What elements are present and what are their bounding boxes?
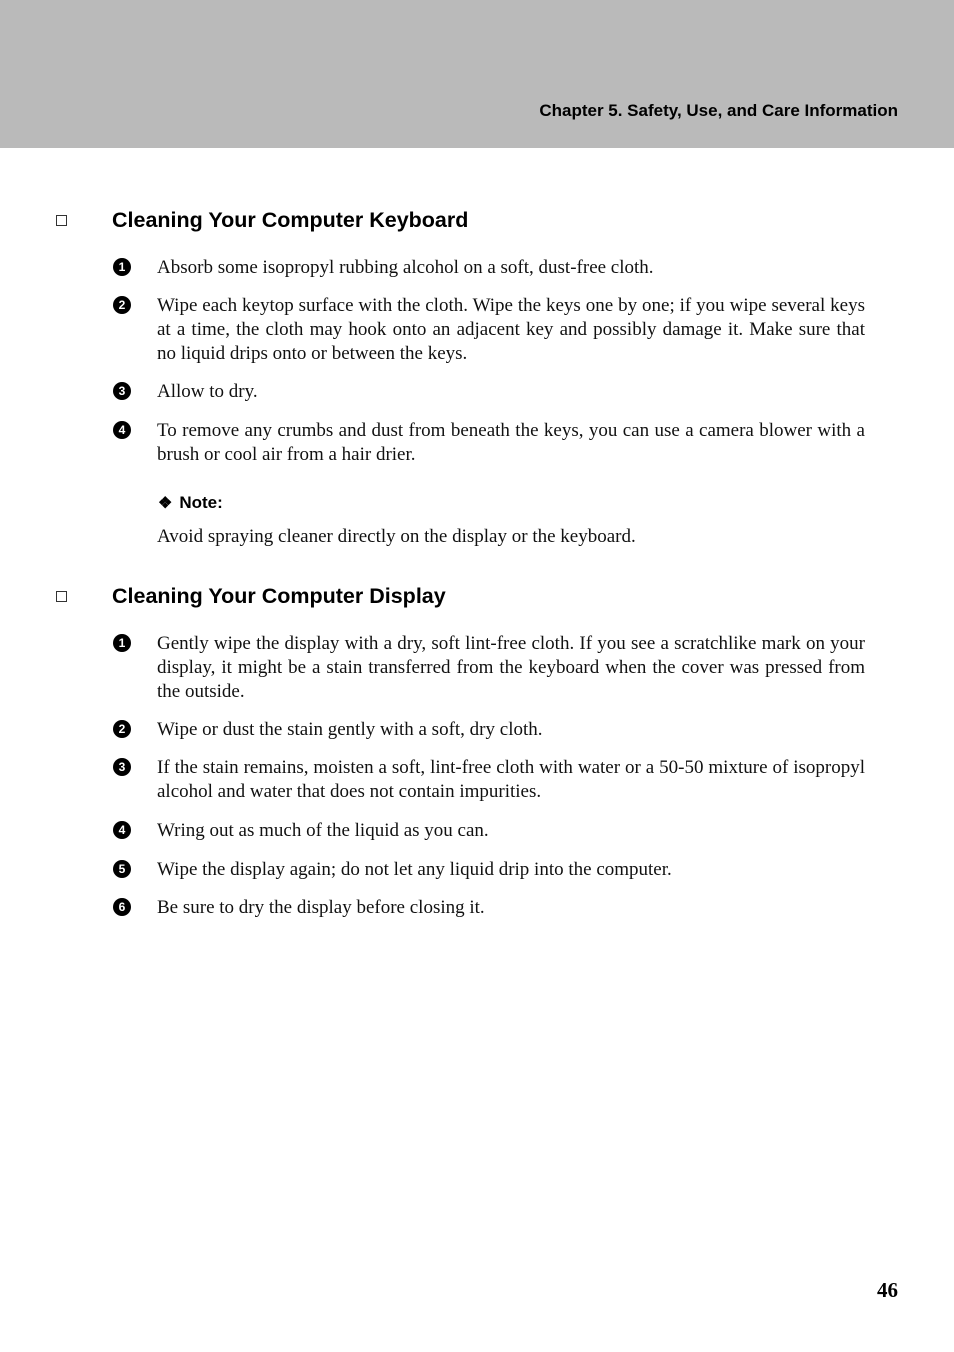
section-title: Cleaning Your Computer Display	[112, 584, 446, 608]
step-text: Allow to dry.	[157, 381, 258, 402]
step-text: Wipe each keytop surface with the cloth. Wipe the keys one by one; if you wipe several keys at a time, the cloth may hook onto an adjacent key and possibly damage it. Make sure that no liquid drips onto or between the keys.	[157, 295, 865, 365]
step-number-icon: 3	[113, 758, 131, 776]
step-text: If the stain remains, moisten a soft, lint-free cloth with water or a 50-50 mixture of isopropyl alcohol and water that does not contain impurities.	[157, 757, 865, 803]
step-text: Gently wipe the display with a dry, soft lint-free cloth. If you see a scratchlike mark on your display, it might be a stain transferred from the keyboard when the cover was pressed from the outside.	[157, 633, 865, 703]
step-number-icon: 2	[113, 296, 131, 314]
step-text: Be sure to dry the display before closing it.	[157, 897, 485, 918]
display-section-heading	[0, 584, 954, 614]
note-label	[158, 493, 223, 513]
header-band	[0, 0, 954, 148]
section-title: Cleaning Your Computer Keyboard	[112, 208, 469, 232]
chapter-title: Chapter 5. Safety, Use, and Care Information	[539, 101, 898, 120]
step-number-icon: 1	[113, 258, 131, 276]
step-text: To remove any crumbs and dust from beneath the keys, you can use a camera blower with a brush or cool air from a hair drier.	[157, 420, 865, 466]
step-number-icon: 3	[113, 382, 131, 400]
square-bullet-icon	[56, 215, 67, 226]
step-text: Absorb some isopropyl rubbing alcohol on a soft, dust-free cloth.	[157, 257, 654, 278]
note-text: Avoid spraying cleaner directly on the display or the keyboard.	[157, 526, 636, 547]
step-number-icon: 4	[113, 821, 131, 839]
keyboard-section-heading	[0, 208, 954, 238]
step-text: Wring out as much of the liquid as you can.	[157, 820, 489, 841]
step-number-icon: 2	[113, 720, 131, 738]
step-text: Wipe the display again; do not let any liquid drip into the computer.	[157, 859, 672, 880]
note-label-text: Note:	[179, 493, 223, 512]
step-number-icon: 6	[113, 898, 131, 916]
step-number-icon: 4	[113, 421, 131, 439]
page-number: 46	[877, 1278, 898, 1302]
step-text: Wipe or dust the stain gently with a soft, dry cloth.	[157, 719, 543, 740]
square-bullet-icon	[56, 591, 67, 602]
step-number-icon: 5	[113, 860, 131, 878]
diamond-icon: ❖	[158, 495, 173, 512]
step-number-icon: 1	[113, 634, 131, 652]
